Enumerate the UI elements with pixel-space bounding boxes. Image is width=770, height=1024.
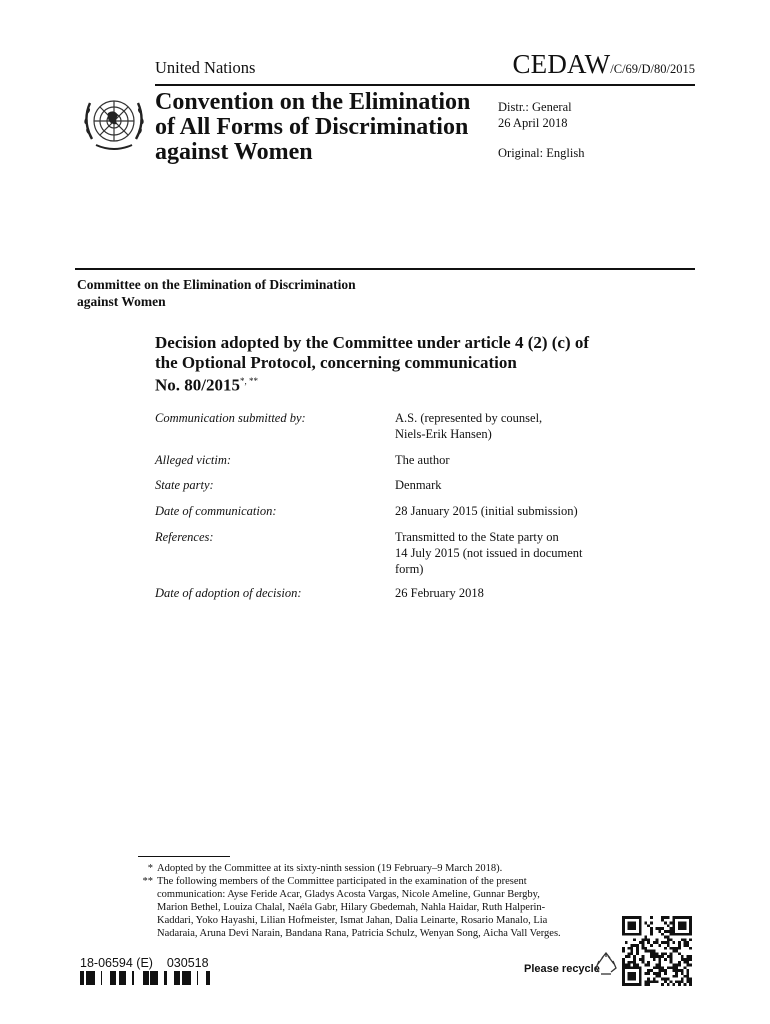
footnote-line: Marion Bethel, Louiza Chalal, Naéla Gabr, Hilary Gbedemah, Nahla Haidar, Ruth Halperin- <box>157 902 546 913</box>
convention-title-line: against Women <box>155 139 313 165</box>
detail-label: Alleged victim: <box>155 453 232 467</box>
detail-value-line: The author <box>395 453 450 467</box>
footnote-line: Adopted by the Committee at its sixty-ninth session (19 February–9 March 2018). <box>157 863 503 874</box>
original-language: Original: English <box>498 146 585 160</box>
document-symbol-main: CEDAW <box>512 49 611 79</box>
footnote-rule <box>138 856 230 857</box>
detail-label: Date of communication: <box>155 504 277 518</box>
document-symbol <box>512 49 695 80</box>
committee-name <box>77 276 437 310</box>
recycle-label: Please recycle <box>524 963 600 975</box>
detail-value-line: Transmitted to the State party on <box>395 530 559 544</box>
convention-title-line: of All Forms of Discrimination <box>155 114 469 140</box>
footnote-line: Kaddari, Yoko Hayashi, Lilian Hofmeister, Ismat Jahan, Dalia Leinarte, Rosario Manalo, Lia <box>157 915 548 926</box>
convention-title-line: Convention on the Elimination <box>155 89 471 115</box>
detail-label: State party: <box>155 478 214 492</box>
footnote-line: communication: Ayse Feride Acar, Gladys Acosta Vargas, Nicole Ameline, Gunnar Bergby, <box>157 889 540 900</box>
job-number: 18-06594 (E) 030518 <box>80 956 209 970</box>
footnote-text <box>157 875 617 940</box>
footnote-reference[interactable]: *, ** <box>240 376 258 386</box>
document-symbol-suffix: /C/69/D/80/2015 <box>610 62 695 76</box>
recycle-icon <box>594 952 618 978</box>
header-rule <box>155 84 695 86</box>
detail-value-line: 26 February 2018 <box>395 586 484 600</box>
detail-label: References: <box>155 530 214 544</box>
footnote-text <box>157 862 617 875</box>
distribution-label: Distr.: General <box>498 100 572 114</box>
detail-value <box>395 585 615 601</box>
committee-name-line: Committee on the Elimination of Discrimination <box>77 277 356 292</box>
detail-value <box>395 529 615 577</box>
detail-value <box>395 452 615 468</box>
detail-value-line: 28 January 2015 (initial submission) <box>395 504 578 518</box>
un-emblem-icon <box>78 91 150 159</box>
detail-value <box>395 503 615 519</box>
detail-value-line: Denmark <box>395 478 442 492</box>
barcode-icon <box>80 971 210 985</box>
footnote-mark: ** <box>142 876 153 887</box>
detail-label: Date of adoption of decision: <box>155 586 302 600</box>
qr-code-icon <box>622 916 692 986</box>
footnote-mark: * <box>147 863 153 874</box>
detail-value-line: A.S. (represented by counsel, <box>395 411 543 425</box>
detail-label: Communication submitted by: <box>155 411 306 425</box>
section-rule <box>75 268 695 270</box>
decision-title-line: the Optional Protocol, concerning communication <box>155 352 517 372</box>
detail-value-line: Niels-Erik Hansen) <box>395 427 492 441</box>
detail-value <box>395 477 615 493</box>
organization-name: United Nations <box>155 58 256 77</box>
decision-title <box>155 333 655 395</box>
footnote-line: Nadaraia, Aruna Devi Narain, Bandana Rana, Patricia Schulz, Wenyan Song, Aicha Vall Verges. <box>157 928 561 939</box>
detail-value-line: 14 July 2015 (not issued in document <box>395 546 583 560</box>
committee-name-line: against Women <box>77 294 166 309</box>
decision-title-line <box>155 372 655 395</box>
issue-date: 26 April 2018 <box>498 115 568 130</box>
detail-value <box>395 410 615 442</box>
footnote-line: The following members of the Committee participated in the examination of the present <box>157 876 527 887</box>
convention-title <box>155 90 485 165</box>
distribution-block <box>498 100 572 131</box>
detail-value-line: form) <box>395 562 424 576</box>
decision-title-number: No. 80/2015 <box>155 375 240 395</box>
decision-title-line: Decision adopted by the Committee under article 4 (2) (c) of <box>155 333 590 352</box>
